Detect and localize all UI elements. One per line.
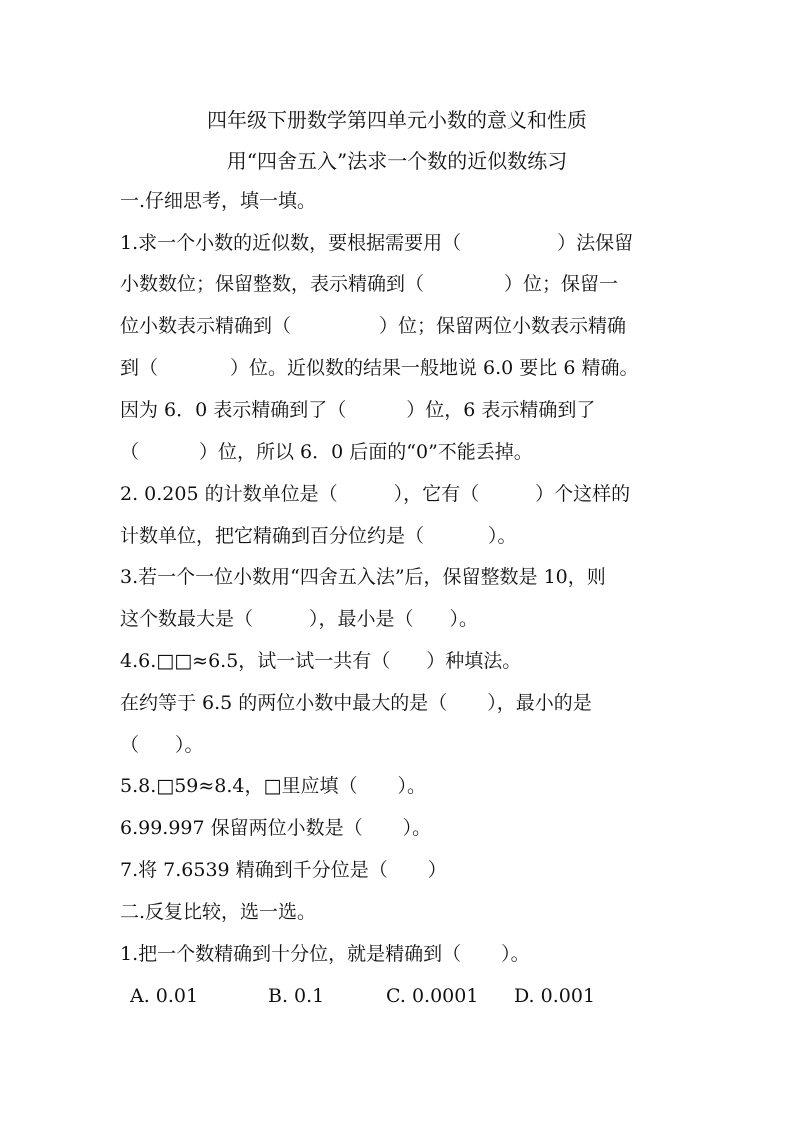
option-a[interactable]: A. 0.01	[130, 985, 199, 1007]
option-c[interactable]: C. 0.0001	[386, 985, 479, 1007]
worksheet-title: 四年级下册数学第四单元小数的意义和性质	[207, 108, 587, 132]
q7-line: 7.将 7.6539 精确到千分位是（ ）	[120, 859, 447, 881]
worksheet-subtitle: 用“四舍五入”法求一个数的近似数练习	[226, 149, 568, 173]
q3-line2: 这个数最大是（ ），最小是（ ）。	[120, 608, 479, 630]
q5-line: 5.8.□59≈8.4，□里应填（ ）。	[120, 775, 426, 797]
section2-heading: 二.反复比较，选一选。	[120, 901, 317, 923]
q1-line1: 1.求一个小数的近似数，要根据需要用（ ）法保留	[120, 232, 634, 254]
q1-line4: 到（ ）位。近似数的结果一般地说 6.0 要比 6 精确。	[120, 357, 639, 379]
q1-line2: 小数数位；保留整数，表示精确到（ ）位；保留一	[120, 273, 619, 295]
s2-q1-stem: 1.把一个数精确到十分位，就是精确到（ ）。	[120, 943, 530, 965]
q2-line1: 2. 0.205 的计数单位是（ ），它有（ ）个这样的	[120, 483, 631, 505]
q1-line3: 位小数表示精确到（ ）位；保留两位小数表示精确	[120, 315, 627, 337]
q6-line: 6.99.997 保留两位小数是（ ）。	[120, 817, 432, 839]
q1-line5: 因为 6．0 表示精确到了（ ）位，6 表示精确到了	[120, 399, 596, 421]
section1-heading: 一.仔细思考，填一填。	[120, 190, 317, 212]
q4-line2: 在约等于 6.5 的两位小数中最大的是（ ），最小的是	[120, 692, 592, 714]
q4-line3: （ ）。	[120, 734, 204, 756]
option-b[interactable]: B. 0.1	[268, 985, 325, 1007]
option-d[interactable]: D. 0.001	[514, 985, 596, 1007]
q3-line1: 3.若一个一位小数用“四舍五入法”后，保留整数是 10，则	[120, 566, 606, 588]
q2-line2: 计数单位，把它精确到百分位约是（ ）。	[120, 525, 517, 547]
q1-line6: （ ）位，所以 6．0 后面的“0”不能丢掉。	[120, 441, 533, 463]
s2-q1-options	[130, 982, 595, 1010]
q4-line1: 4.6.□□≈6.5，试一试一共有（ ）种填法。	[120, 650, 522, 672]
